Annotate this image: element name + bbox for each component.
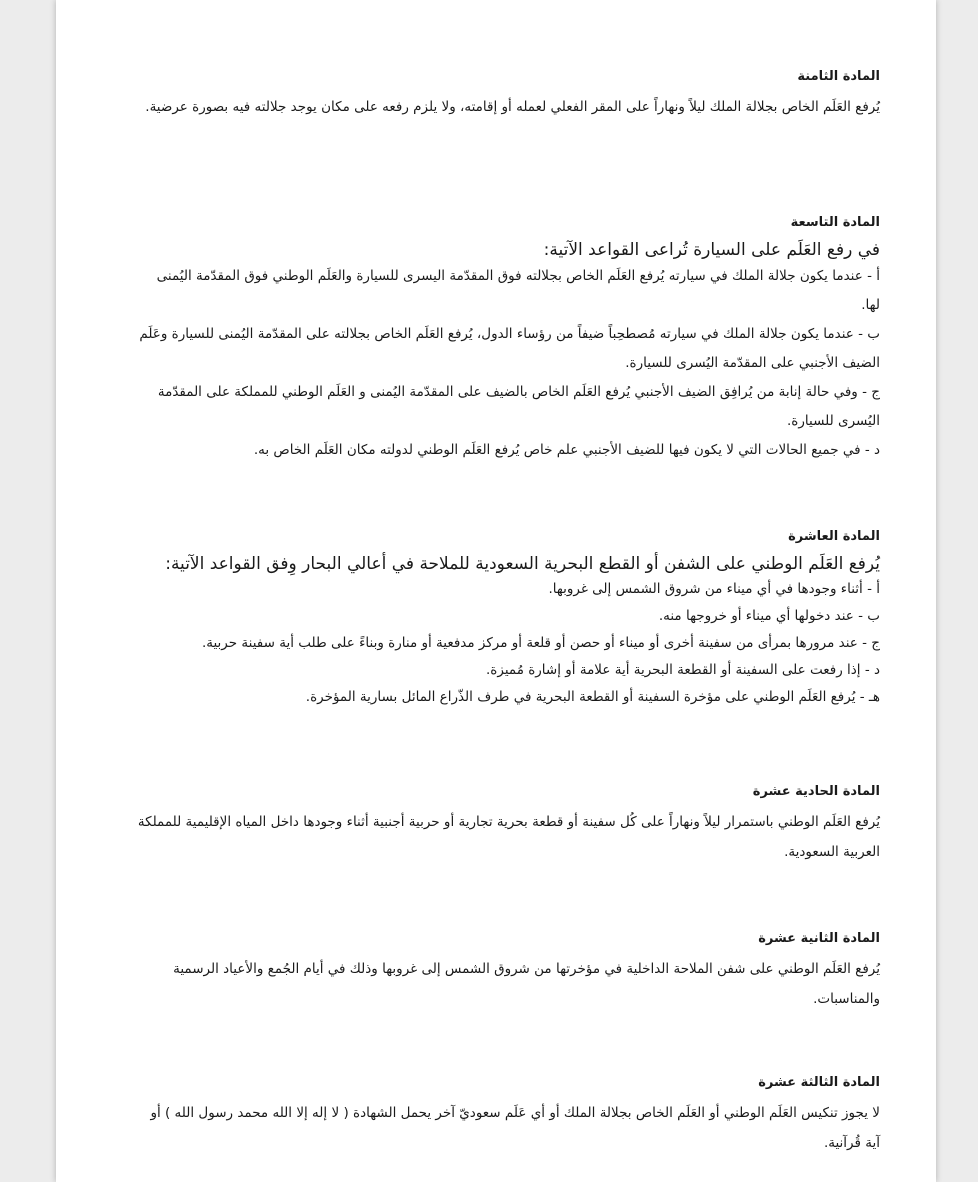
article-title: المادة الثامنة <box>797 69 880 84</box>
article-title: المادة العاشرة <box>788 529 880 544</box>
article-13 <box>136 1074 880 1158</box>
article-8 <box>136 68 880 122</box>
article-item: هـ - يُرفع العَلَم الوطني على مؤخرة السفينة أو القطعة البحرية في طرف الذّراع المائل بسارية المؤخرة. <box>305 689 880 705</box>
article-10 <box>136 528 880 711</box>
article-title: المادة التاسعة <box>790 215 880 230</box>
article-11 <box>136 783 880 867</box>
article-body: لا يجوز تنكيس العَلَم الوطني أو العَلَم الخاص بجلالة الملك أو أي عَلَم سعوديّ آخر يحمل الشهادة ( لا إله إلا الله محمد رسول الله ) أو آية قُرآنية. <box>150 1105 880 1151</box>
article-title: المادة الثانية عشرة <box>758 931 880 946</box>
article-item: أ - عندما يكون جلالة الملك في سيارته يُرفع العَلَم الخاص بجلالته فوق المقدّمة اليسرى للسيارة والعَلَم الوطني فوق المقدّمة اليُمنى لها. <box>156 268 880 313</box>
article-lead: يُرفع العَلَم الوطني على الشفن أو القطع البحرية السعودية للملاحة في أعالي البحار وِفق القواعد الآتية: <box>165 554 880 574</box>
document-page <box>56 0 936 1182</box>
article-body: يُرفع العَلَم الوطني باستمرار ليلاً ونهاراً على كُل سفينة أو قطعة بحرية تجارية أو حربية أجنبية أثناء وجودها داخل المياه الإقليمية للمملكة العربية السعودية. <box>137 814 880 860</box>
article-title: المادة الحادية عشرة <box>752 784 880 799</box>
article-12 <box>136 930 880 1014</box>
article-9 <box>136 214 880 465</box>
article-body: يُرفع العَلَم الخاص بجلالة الملك ليلاً ونهاراً على المقر الفعلي لعمله أو إقامته، ولا يلزم رفعه على مكان يوجد جلالته فيه بصورة عرضية. <box>145 99 880 115</box>
article-item: ب - عند دخولها أي ميناء أو خروجها منه. <box>658 608 880 624</box>
article-item: ج - عند مرورها بمرأى من سفينة أخرى أو ميناء أو حصن أو قلعة أو مركز مدفعية أو منارة وبناءً على طلب أية سفينة حربية. <box>201 635 880 651</box>
article-item: د - في جميع الحالات التي لا يكون فيها للضيف الأجنبي علم خاص يُرفع العَلَم الوطني لدولته مكان العَلَم الخاص به. <box>253 442 880 458</box>
article-item: أ - أثناء وجودها في أي ميناء من شروق الشمس إلى غروبها. <box>548 581 880 597</box>
article-lead: في رفع العَلَم على السيارة تُراعى القواعد الآتية: <box>543 240 880 260</box>
article-item: ب - عندما يكون جلالة الملك في سيارته مُصطحِباً ضيفاً من رؤساء الدول، يُرفع العَلَم الخاص بجلالته على المقدّمة اليُمنى للسيارة وعَلَم الضيف الأجنبي على المقدّمة اليُسرى للسيارة. <box>139 326 880 371</box>
article-item: ج - وفي حالة إنابة من يُرافِق الضيف الأجنبي يُرفع العَلَم الخاص بالضيف على المقدّمة اليُمنى و العَلَم الوطني للمملكة على المقدّمة اليُسرى للسيارة. <box>157 384 880 429</box>
article-body: يُرفع العَلَم الوطني على شفن الملاحة الداخلية في مؤخرتها من شروق الشمس إلى غروبها وذلك في أيام الجُمع والأعياد الرسمية والمناسبات. <box>173 961 880 1007</box>
article-item: د - إذا رفعت على السفينة أو القطعة البحرية أية علامة أو إشارة مُميزة. <box>486 662 880 678</box>
article-title: المادة الثالثة عشرة <box>758 1075 880 1090</box>
